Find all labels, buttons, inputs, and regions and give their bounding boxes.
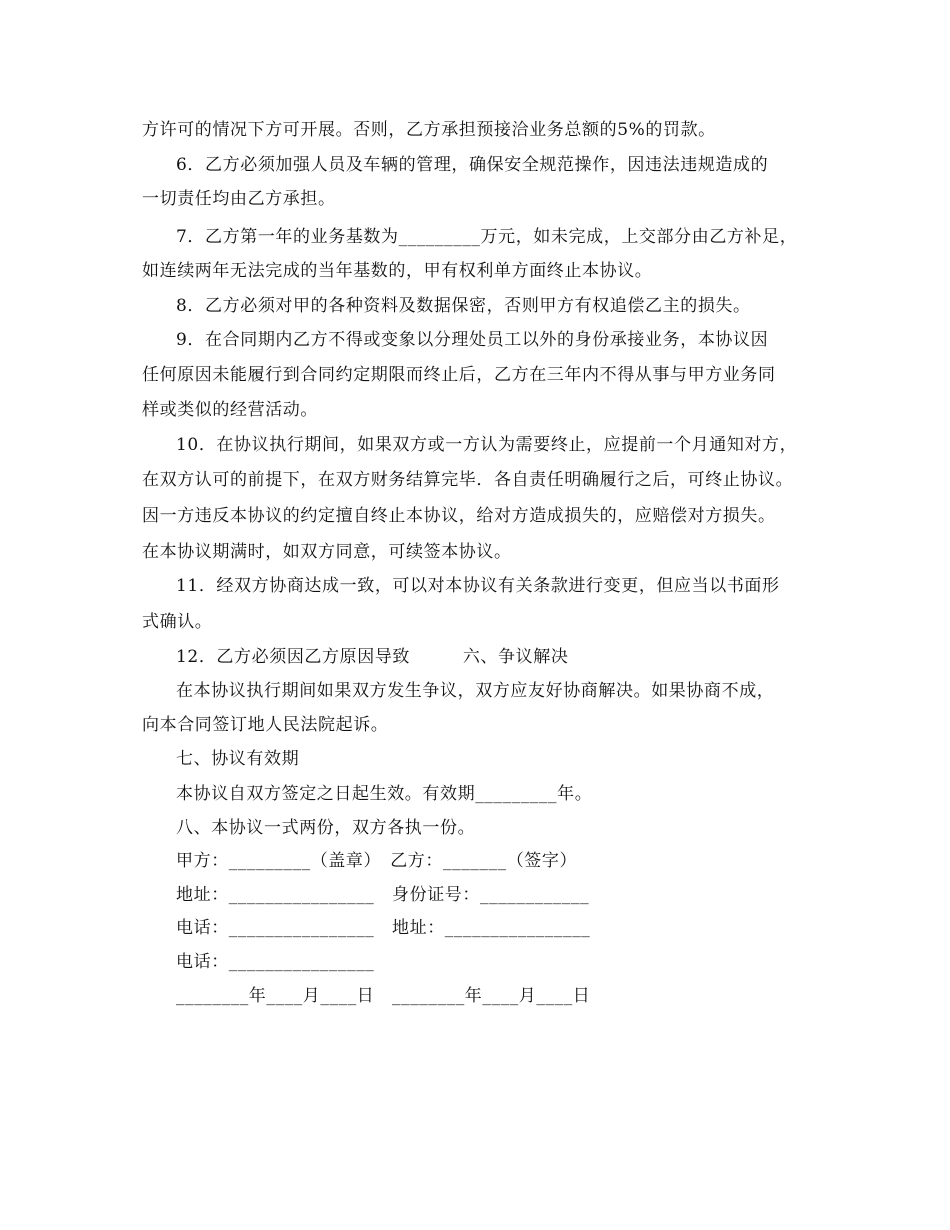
- text-line: 样或类似的经营活动。: [142, 400, 318, 420]
- section-heading-validity: 七、协议有效期: [176, 749, 300, 769]
- phone-field: 电话：________________: [176, 952, 375, 972]
- clause-8: 8．乙方必须对甲的各种资料及数据保密，否则甲方有权追偿乙主的损失。: [176, 296, 751, 316]
- clause-10: 10．在协议执行期间，如果双方或一方认为需要终止，应提前一个月通知对方，: [176, 435, 798, 455]
- address-id-fields: 地址：________________ 身份证号：____________: [176, 885, 590, 905]
- dispute-resolution-text: 在本协议执行期间如果双方发生争议，双方应友好协商解决。如果协商不成，: [176, 681, 775, 701]
- clause-7: 7．乙方第一年的业务基数为_________万元，如未完成，上交部分由乙方补足，: [176, 227, 798, 247]
- section-heading-copies: 八、本协议一式两份，双方各执一份。: [176, 818, 476, 838]
- clause-9: 9．在合同期内乙方不得或变象以分理处员工以外的身份承接业务，本协议因: [176, 330, 769, 350]
- text-line: 任何原因未能履行到合同约定期限而终止后，乙方在三年内不得从事与甲方业务同: [142, 365, 776, 385]
- text-line: 式确认。: [142, 612, 213, 632]
- validity-text: 本协议自双方签定之日起生效。有效期_________年。: [176, 784, 593, 804]
- text-line: 如连续两年无法完成的当年基数的，甲有权利单方面终止本协议。: [142, 261, 653, 281]
- date-fields: ________年____月____日 ________年____月____日: [176, 986, 591, 1006]
- signature-parties: 甲方：_________（盖章） 乙方：_______（签字）: [176, 851, 578, 871]
- clause-11: 11．经双方协商达成一致，可以对本协议有关条款进行变更，但应当以书面形: [176, 576, 780, 596]
- text-line: 方许可的情况下方可开展。否则，乙方承担预接洽业务总额的5%的罚款。: [142, 120, 716, 140]
- text-line: 一切责任均由乙方承担。: [142, 189, 336, 209]
- text-line: 向本合同签订地人民法院起诉。: [142, 715, 389, 735]
- clause-6: 6．乙方必须加强人员及车辆的管理，确保安全规范操作，因违法违规造成的: [176, 155, 769, 175]
- text-line: 在双方认可的前提下，在双方财务结算完毕．各自责任明确履行之后，可终止协议。: [142, 470, 794, 490]
- phone-address-fields: 电话：________________ 地址：________________: [176, 918, 591, 938]
- text-line: 因一方违反本协议的约定擅自终止本协议，给对方造成损失的，应赔偿对方损失。: [142, 506, 776, 526]
- text-line: 在本协议期满时，如双方同意，可续签本协议。: [142, 542, 512, 562]
- clause-12: 12．乙方必须因乙方原因导致 六、争议解决: [176, 647, 569, 667]
